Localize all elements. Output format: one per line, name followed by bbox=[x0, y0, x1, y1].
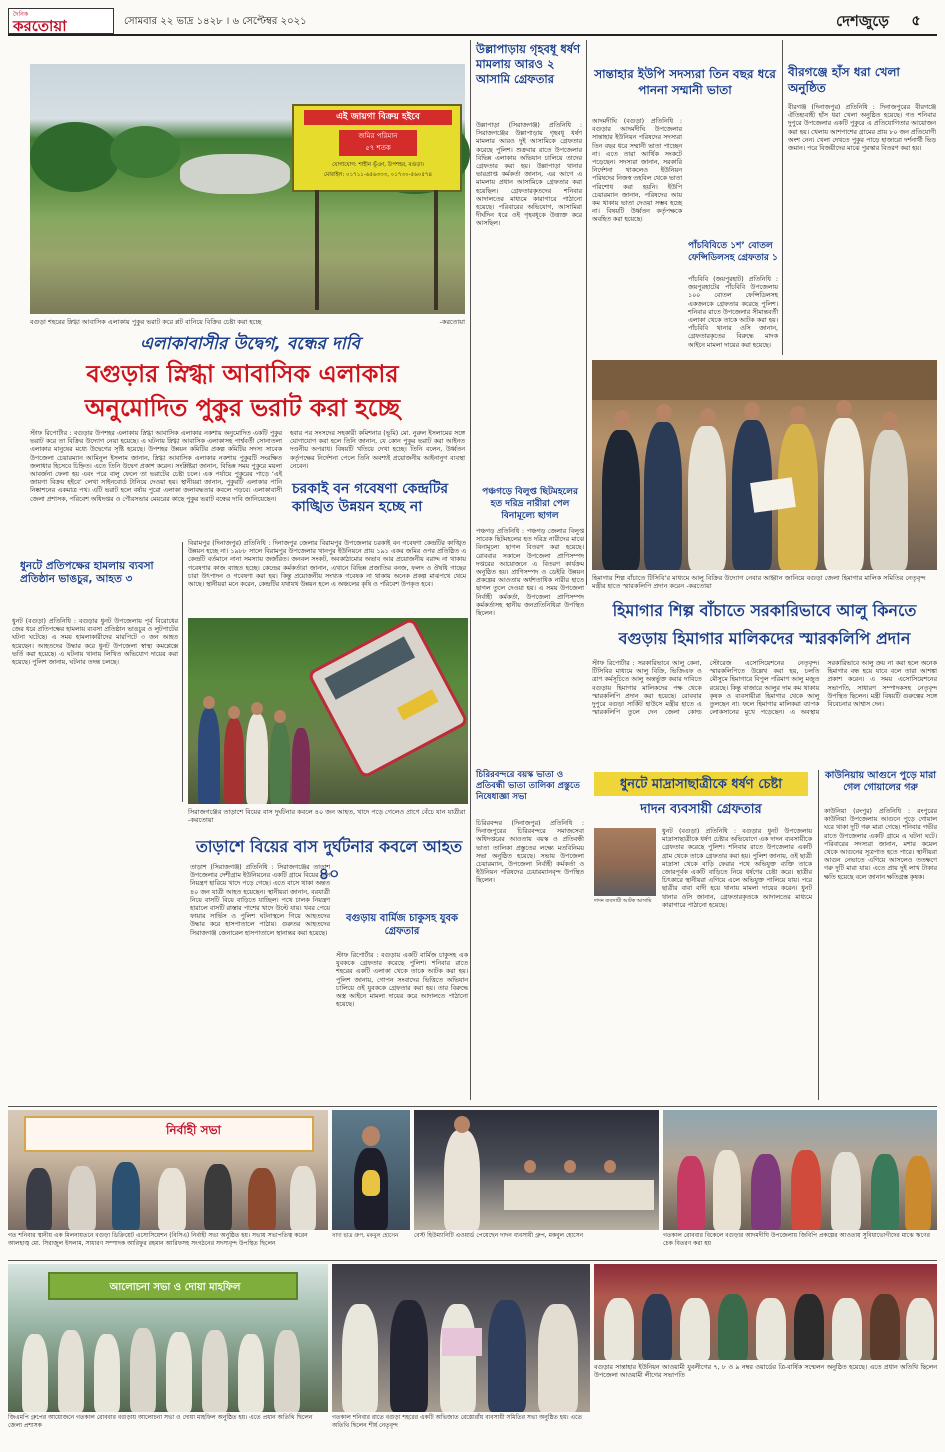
pond-photo-caption: বগুড়া শহরের স্নিগ্ধা আবাসিক এলাকায় পুকুর ভরাট করে প্লট বানিয়ে বিক্রির চেষ্টা করা হচ্ছে bbox=[30, 318, 262, 326]
attendee bbox=[677, 1156, 705, 1230]
sign-contact: যোগাযোগ: শাহীন ভূঁঞা, উপশহর, বগুড়া। bbox=[332, 162, 424, 168]
event-caption-1: গত শনিবার স্থানীয় এক মিলনায়তনে বগুড়া ডিক্রিয়েট এসোসিয়েশন (বিসিএ) নির্বাহী সভা অনুষ্ঠিত হয়। সভায় সভাপতিত্ব করেন আলহাজ্ব মো. সিরাজুল ইসলাম, সাধারণ সম্পাদক আরিফুর রহমান আরিফসহ সংগঠনের সদস্যবৃন্দ উপস্থিত ছিলেন bbox=[8, 1232, 308, 1247]
sign-phone: মোবাইল: ০১৭১১-৬৫৬৩৩৩, ০১৭৩০-৫৬০৫৭৪ bbox=[323, 172, 433, 178]
onlooker-head bbox=[228, 706, 240, 719]
attendee bbox=[202, 1330, 228, 1412]
onlooker bbox=[246, 714, 268, 804]
santahar-headline: সান্তাহার ইউপি সদস্যরা তিন বছর ধরে পাননা সম্মানী ভাতা bbox=[594, 67, 776, 97]
attendee bbox=[204, 1164, 232, 1230]
tree bbox=[110, 126, 180, 178]
sign-area-label: জমির পরিমান bbox=[358, 132, 398, 140]
attendee-head bbox=[656, 404, 672, 421]
attendee-head bbox=[882, 412, 898, 429]
loan-distribution-photo bbox=[663, 1110, 937, 1230]
lead-headline-2: অনুমোদিত পুকুর ভরাট করা হচ্ছে bbox=[84, 394, 401, 422]
pond-photo-credit: -করতোয়া bbox=[439, 318, 465, 326]
column-rule bbox=[818, 770, 819, 1100]
sign-post bbox=[434, 190, 438, 310]
loan-distribution-caption: গতকাল রোববার বিকেলে বগুড়ার আদমদীঘি উপজেলায় জিবিপি প্রকল্পের আওতায় সুবিধাভোগীদের মাঝে ঋণের চেক বিতরণ করা হয় bbox=[663, 1232, 930, 1247]
award-ceremony-caption: বেস্ট হিউম্যানিটি এওয়ার্ড পেয়েছেন দাদন ব্যবসায়ী গ্রুপ, মকবুল হোসেন bbox=[414, 1232, 584, 1239]
tree bbox=[30, 122, 120, 192]
chorkai-headline: চরকাই বন গবেষণা কেন্দ্রটির কাঙ্খিত উন্নয়ন হচ্ছে না bbox=[292, 481, 449, 515]
wood-panel bbox=[592, 360, 937, 400]
lead-body-continued: হবার পর সংসদের সহকারী কমিশনার (ভূমি) মো. নুরুল ইসলামের সঙ্গে যোগাযোগ করা হলে তিনি জানান, যে কোন পুকুর ভরাট করা আইনত দণ্ডনীয় অপরাধ। বিষয়টি খতিয়ে দেখা হচ্ছে। তিনি বলেন, উর্ধ্বতন কর্তৃপক্ষের নির্দেশনা পেলে তিনি অবশ্যই প্রয়োজনীয় আইনানুগ ব্যবস্থা নেবেন। bbox=[290, 430, 465, 470]
attendee bbox=[870, 430, 908, 570]
attendee bbox=[688, 426, 726, 570]
biraganj-headline: বীরগঞ্জে হাঁস ধরা খেলা অনুষ্ঠিত bbox=[788, 65, 900, 95]
guest-head bbox=[604, 1160, 616, 1173]
santahar-body: আদমদীঘি (বগুড়া) প্রতিনিধি : বগুড়ার আদমদীঘি উপজেলার সান্তাহার ইউনিয়ন পরিষদের সদস্যরা তিন বছর ধরে সম্মানী ভাতা পাচ্ছেন না। এতে তারা আর্থিক সংকটে পড়েছেন। সদস্যরা জানান, সরকারি নির্দেশনা থাকলেও ইউনিয়ন পরিষদের নিজস্ব তহবিল থেকে ভাতা পরিশোধ করা হয়নি। ইউপি চেয়ারম্যান জানান, পরিষদের আয় কম থাকায় ভাতা দেওয়া সম্ভব হচ্ছে না। বিষয়টি উর্ধ্বতন কর্তৃপক্ষকে অবহিত করা হয়েছে। bbox=[592, 118, 683, 224]
sign-area-box bbox=[339, 130, 417, 156]
speaker-head bbox=[454, 1116, 470, 1133]
award-ceremony-photo bbox=[414, 1110, 659, 1230]
newspaper-logo bbox=[8, 8, 114, 34]
dhunot-attempt-body: ধুনট (বগুড়া) প্রতিনিধি : বগুড়ার ধুনট উপজেলায় মাদ্রাসাছাত্রীকে ধর্ষণ চেষ্টার অভিযোগে এক দাদন ব্যবসায়ীকে গ্রেফতার করেছে পুলিশ। শনিবার রাতে উপজেলার একটি গ্রাম থেকে তাকে গ্রেফতার করা হয়। পুলিশ জানায়, ওই ছাত্রী মাদ্রাসা থেকে বাড়ি ফেরার পথে অভিযুক্ত ব্যক্তি তাকে জোরপূর্বক একটি বাড়িতে নিয়ে ধর্ষণের চেষ্টা করে। ছাত্রীর চিৎকারে স্থানীয়রা এগিয়ে এলে অভিযুক্ত পালিয়ে যায়। পরে ছাত্রীর বাবা বাদী হয়ে থানায় মামলা দায়ের করেন। ধুনট থানার ওসি জানান, গ্রেফতারকৃতকে আদালতের মাধ্যমে কারাগারে পাঠানো হয়েছে। bbox=[662, 828, 812, 909]
panchagarh-headline: পঞ্চগড়ে বিলুপ্ত ছিটমহলের হত দরিদ্র নারীরা পেল বিনামূল্যে ছাগল bbox=[482, 487, 578, 521]
cold-storage-headline-2: বগুড়ায় হিমাগার মালিকদের স্মারকলিপি প্রদান bbox=[618, 629, 911, 648]
business-meeting-caption: গতকাল শনিবার রাতে বগুড়া শহরের একটি অভিজাত রেস্তোরাঁয় ব্যবসায়ী সমিতির সভা অনুষ্ঠিত হয়। এতে অতিথি ছিলেন শীর্ষ নেতৃবৃন্দ bbox=[332, 1414, 583, 1429]
tarash-body: তাড়াশ (সিরাজগঞ্জ) প্রতিনিধি : সিরাজগঞ্জের তাড়াশ উপজেলার দেশীগ্রাম ইউনিয়নের একটি গ্রামে বিয়ের বাস নিয়ন্ত্রণ হারিয়ে খাদে পড়ে গেছে। এতে বাসে থাকা অন্তত ৪০ জন যাত্রী আহত হয়েছেন। স্থানীয়রা জানান, বরযাত্রী নিয়ে বাসটি বিয়ে বাড়িতে যাচ্ছিল। পথে চালক নিয়ন্ত্রণ হারালে বাসটি রাস্তার পাশের খাদে উল্টে যায়। খবর পেয়ে ফায়ার সার্ভিস ও পুলিশ ঘটনাস্থলে গিয়ে আহতদের উদ্ধার করে হাসপাতালে পাঠায়। গুরুতর আহতদের সিরাজগঞ্জ জেনারেল হাসপাতালে স্থানান্তর করা হয়েছে। bbox=[190, 864, 330, 937]
bogra-arrest-headline: বগুড়ায় বার্মিজ চাকুসহ যুবক গ্রেফতার bbox=[345, 913, 459, 937]
column-rule bbox=[470, 40, 471, 1100]
cold-storage-photo bbox=[592, 360, 937, 570]
dhunot-attempt-subheadline: দাদন ব্যবসায়ী গ্রেফতার bbox=[640, 802, 762, 817]
sign-post bbox=[315, 190, 319, 310]
attendee bbox=[248, 1168, 276, 1230]
award-person-head bbox=[362, 1126, 380, 1146]
ullapara-headline: উল্লাপাড়ায় গৃহবধূ ধর্ষণ মামলায় আরও ২ আসামি গ্রেফতার bbox=[476, 42, 581, 86]
attendee bbox=[440, 1304, 476, 1412]
gift-box bbox=[442, 1328, 482, 1356]
panchagarh-body: পঞ্চগড় প্রতিনিধি : পঞ্চগড় জেলার বিলুপ্ত সাবেক ছিটমহলের হত দরিদ্র নারীদের মাঝে বিনামূল্যে ছাগল বিতরণ করা হয়েছে। রোববার সকালে উপজেলা প্রাণিসম্পদ দপ্তরের আয়োজনে এ বিতরণ কার্যক্রম অনুষ্ঠিত হয়। প্রাণিসম্পদ ও ডেইরি উন্নয়ন প্রকল্পের আওতায় অর্ধশতাধিক নারীর হাতে ছাগল তুলে দেওয়া হয়। এ সময় উপজেলা নির্বাহী কর্মকর্তা, উপজেলা প্রাণিসম্পদ কর্মকর্তাসহ স্থানীয় জনপ্রতিনিধিরা উপস্থিত ছিলেন। bbox=[476, 528, 584, 618]
overturned-bus bbox=[307, 617, 469, 779]
doa-mahfil-banner-title: আলোচনা সভা ও দোয়া মাহফিল bbox=[109, 1282, 241, 1293]
attendee bbox=[791, 1150, 821, 1230]
attendee bbox=[26, 1168, 52, 1230]
award-photo-caption: সাদা ছাত্র গ্রুপ, মকবুল হোসেন bbox=[332, 1233, 399, 1239]
onlooker bbox=[270, 722, 290, 804]
bus-accident-photo bbox=[188, 618, 468, 804]
lead-headline-1: বগুড়ার স্নিগ্ধা আবাসিক এলাকার bbox=[86, 360, 399, 388]
dhunot-attempt-headline: ধুনটে মাদ্রাসাছাত্রীকে ধর্ষণ চেষ্টা bbox=[619, 777, 783, 792]
attendee bbox=[644, 422, 682, 570]
attendee-head bbox=[700, 408, 716, 425]
onlooker-head bbox=[251, 702, 263, 715]
section-title: দেশজুড়ে bbox=[836, 12, 889, 30]
attendee bbox=[831, 1152, 861, 1230]
sale-signboard bbox=[292, 104, 462, 192]
attendee bbox=[604, 1298, 634, 1360]
dhunot-attempt-headline-box bbox=[594, 772, 808, 796]
attendee bbox=[58, 1330, 84, 1412]
attendee bbox=[274, 1330, 300, 1412]
attendee bbox=[488, 1300, 526, 1412]
attendee bbox=[680, 1298, 710, 1360]
event-banner bbox=[24, 1116, 314, 1152]
attendee bbox=[905, 1156, 931, 1230]
debris-mound bbox=[180, 154, 290, 194]
event-photo-nirbahi-sabha bbox=[8, 1110, 328, 1230]
speaker bbox=[444, 1130, 480, 1230]
attendee-head bbox=[614, 410, 630, 427]
attendee bbox=[390, 1300, 428, 1412]
guest-head bbox=[524, 1160, 536, 1173]
cold-storage-caption: হিমাগার শিল্প বাঁচাতে টিসিবি’র মাধ্যমে আলু বিক্রির উদ্যোগ নেবার আহ্বান জানিয়ে বগুড়া জেলা হিমাগার মালিক সমিতির নেতৃবৃন্দ মন্ত্রীর হাতে স্মারকলিপি প্রদান করেন -করতোয়া bbox=[592, 574, 926, 590]
pond-photo bbox=[30, 64, 465, 314]
logo-text: করতোয়া bbox=[13, 17, 67, 35]
business-meeting-photo bbox=[332, 1264, 590, 1412]
attendee bbox=[713, 1150, 741, 1230]
attendee bbox=[832, 1298, 862, 1360]
kaunia-headline: কাউনিয়ায় আগুনে পুড়ে মারা গেল গোয়ালের গরু bbox=[824, 770, 937, 793]
attendee-head bbox=[836, 400, 852, 417]
jubo-league-caption: বগুড়ার সান্তাহার ইউনিয়ন আওয়ামী যুবলীগের ৭, ৮ ও ৯ নম্বর ওয়ার্ডের ত্রি-বার্ষিক সম্মেলন অনুষ্ঠিত হয়েছে। এতে প্রধান অতিথি ছিলেন উপজেলা আওয়ামী লীগের সভাপতি bbox=[594, 1364, 937, 1380]
tarash-headline: তাড়াশে বিয়ের বাস দুর্ঘটনার কবলে আহত ৪০ bbox=[195, 837, 463, 883]
guest-head bbox=[564, 1160, 576, 1173]
attendee bbox=[824, 418, 864, 570]
biraganj-body: বীরগঞ্জ (দিনাজপুর) প্রতিনিধি : দিনাজপুরের বীরগঞ্জে ঐতিহ্যবাহী হাঁস ধরা খেলা অনুষ্ঠিত হয়েছে। গত শনিবার দুপুরে উপজেলার একটি পুকুরে এ প্রতিযোগিতার আয়োজন করা হয়। খেলায় আশপাশের গ্রামের প্রায় ৮০ জন প্রতিযোগী অংশ নেন। খেলা দেখতে পুকুর পাড়ে হাজারো দর্শনার্থী ভিড় জমান। পরে বিজয়ীদের মাঝে পুরস্কার বিতরণ করা হয়। bbox=[788, 104, 936, 153]
doa-mahfil-photo bbox=[8, 1264, 328, 1412]
onlooker bbox=[198, 708, 220, 804]
attendee bbox=[238, 1334, 264, 1412]
jubo-league-photo bbox=[594, 1264, 937, 1360]
sign-title: এই জায়গা বিক্রয় হইবে bbox=[304, 110, 452, 125]
attendee bbox=[538, 1304, 578, 1412]
attendee bbox=[642, 1294, 672, 1360]
attendee bbox=[756, 1298, 786, 1360]
attendee bbox=[870, 1294, 900, 1360]
column-rule bbox=[782, 40, 783, 355]
bus-accident-caption: সিরাজগঞ্জের তাড়াশে বিয়ের বাস দুর্ঘটনার কবলে ৪০ জন আহত, খাদে পড়ে গেলেও প্রাণে বেঁচে যান যাত্রীরা -করতোয়া bbox=[188, 808, 466, 824]
chirirbandar-body: চিরিরবন্দর (দিনাজপুর) প্রতিনিধি : দিনাজপুরের চিরিরবন্দরে সমাজসেবা অধিদপ্তরের আওতায় বয়স্ক ও প্রতিবন্ধী ভাতা তালিকা প্রস্তুতের লক্ষ্যে মতবিনিময় সভা অনুষ্ঠিত হয়েছে। সভায় উপজেলা চেয়ারম্যান, উপজেলা নির্বাহী কর্মকর্তা ও ইউনিয়ন পরিষদের চেয়ারম্যানবৃন্দ উপস্থিত ছিলেন। bbox=[476, 820, 584, 885]
accused-portrait-caption: দাদন ব্যবসায়ী আটক আসামি bbox=[594, 898, 652, 904]
accused-portrait bbox=[594, 828, 656, 896]
attendee bbox=[290, 1166, 316, 1230]
phensidyl-body: পাঁচবিবি (জয়পুরহাট) প্রতিনিধি : জয়পুরহাটের পাঁচবিবি উপজেলায় ১০০ বোতল ফেন্সিডিলসহ একজনকে গ্রেফতার করেছে পুলিশ। শনিবার রাতে উপজেলার সীমান্তবর্তী এলাকা থেকে তাকে আটক করা হয়। পাঁচবিবি থানার ওসি জানান, গ্রেফতারকৃতের বিরুদ্ধে মাদক আইনে মামলা দায়ের করা হয়েছে। bbox=[688, 276, 778, 349]
event-banner-title: নির্বাহী সভা bbox=[166, 1123, 222, 1137]
chirirbandar-headline: চিরিরবন্দরে বয়স্ক ভাতা ও প্রতিবন্ধী ভাতা তালিকা প্রস্তুতে নিষেধাজ্ঞা সভা bbox=[476, 770, 580, 802]
attendee bbox=[906, 1298, 934, 1360]
onlooker-head bbox=[203, 696, 215, 709]
dateline: সোমবার ২২ ভাদ্র ১৪২৮ । ৬ সেপ্টেম্বর ২০২১ bbox=[124, 16, 307, 27]
row-rule bbox=[8, 1106, 937, 1107]
attendee bbox=[751, 1154, 781, 1230]
award-photo bbox=[332, 1110, 410, 1230]
chorkai-body: বিরামপুর (দিনাজপুর) প্রতিনিধি : দিনাজপুর জেলার বিরামপুর উপজেলার চরকাই বন গবেষণা কেন্দ্রটির কাঙ্খিত উন্নয়ন হচ্ছে না। ১৯৮৮ সালে বিরামপুর উপজেলার খানপুর ইউনিয়নে প্রায় ১৯১ একর জমির ওপর প্রতিষ্ঠিত এ কেন্দ্রটি বর্তমানে নানা সমস্যায় জর্জরিত। জনবল সংকট, অবকাঠামোর অভাব আর প্রয়োজনীয় বরাদ্দ না থাকায় গবেষণার কাজ ব্যাহত হচ্ছে। কেন্দ্রের কর্মকর্তারা জানান, এখানে বিভিন্ন প্রজাতির বনজ, ফলদ ও ঔষধি গাছের চারা উৎপাদন ও গবেষণা করা হয়। কিন্তু প্রয়োজনীয় সংখ্যক গবেষক না থাকায় অনেক প্রকল্প মাঝপথে থেমে আছে। স্থানীয়রা মনে করেন, কেন্দ্রটির যথাযথ উন্নয়ন হলে এ অঞ্চলের কৃষি ও পরিবেশ উপকৃত হবে। bbox=[188, 540, 466, 589]
lead-body: স্টাফ রিপোর্টার : বগুড়ার উপশহর এলাকায় স্নিগ্ধা আবাসিক এলাকার নকশায় অনুমোদিত একটি পুকুর ভরাট করে তা বিক্রির উদ্যোগ নেয়া হয়েছে। এ ঘটনায় স্নিগ্ধা আবাসিক এলাকাসহ পার্শ্ববর্তী সোনাতলা এলাকার মানুষের মধ্যে উদ্বেগের সৃষ্টি হয়েছে। উপশহর উন্নয়ন কমিটির প্রকল্প কমিটির সদস্য সাবেক উপজেলা চেয়ারম্যান আমিনুল ইসলাম জানান, স্নিগ্ধা আবাসিক এলাকার নকশায় পুকুরটি সংরক্ষিত জলাধার হিসেবে চিহ্নিত। এতে তিনি উদ্বেগ প্রকাশ করেন। সংশ্লিষ্টরা জানান, বিভিন্ন সময় পুকুরে ময়লা আবর্জনা ফেলা হয় এবং পরে বালু ফেলে তা ভরাটের চেষ্টা চলে। এক পর্যায়ে পুকুরের পাড়ে ‘এই জায়গা বিক্রয় হইবে’ লেখা সাইনবোর্ড টানিয়ে দেওয়া হয়। স্থানীয়রা জানান, পুকুরটি এলাকার পানি নিষ্কাশনের একমাত্র পথ। এটি ভরাট হলে বর্ষায় পুরো এলাকা জলাবদ্ধতার কবলে পড়বে। এলাকাবাসী জেলা প্রশাসক, পরিবেশ অধিদপ্তর ও পৌরসভার মেয়রের কাছে পুকুর ভরাট বন্ধের দাবি জানিয়েছেন। bbox=[30, 430, 282, 503]
masthead bbox=[8, 6, 937, 36]
attendee-head bbox=[790, 406, 806, 423]
attendee bbox=[112, 1162, 140, 1230]
doa-mahfil-banner bbox=[48, 1272, 298, 1300]
dhunot-attack-headline: ধুনটে প্রতিপক্ষের হামলায় ব্যবসা প্রতিষ্ঠান ভাঙচুর, আহত ৩ bbox=[20, 560, 154, 585]
onlooker bbox=[292, 728, 310, 804]
logo-prefix: দৈনিক bbox=[13, 11, 29, 18]
kaunia-body: কাউনিয়া (রংপুর) প্রতিনিধি : রংপুরের কাউনিয়া উপজেলায় আগুনে পুড়ে গোয়াল ঘরে থাকা দুটি গরু মারা গেছে। শনিবার গভীর রাতে উপজেলার একটি গ্রামে এ ঘটনা ঘটে। পরিবারের সদস্যরা জানান, মশার কয়েল থেকে আগুনের সূত্রপাত হতে পারে। স্থানীয়রা আগুন নেভাতে এগিয়ে আসলেও ততক্ষণে গরু দুটি মারা যায়। এতে প্রায় দুই লাখ টাকার ক্ষতি হয়েছে বলে জানান ক্ষতিগ্রস্ত কৃষক। bbox=[824, 808, 937, 881]
doa-mahfil-caption: জিএমপি গ্রুপের আয়োজনে গতকাল রোববার বগুড়ায় আলোচনা সভা ও দোয়া মাহফিল অনুষ্ঠিত হয়। এতে প্রধান অতিথি ছিলেন জেলা প্রশাসক bbox=[8, 1414, 313, 1429]
lead-kicker: এলাকাবাসীর উদ্বেগ, বন্ধের দাবি bbox=[139, 334, 360, 354]
cold-storage-headline-1: হিমাগার শিল্প বাঁচাতে সরকারিভাবে আলু কিনতে bbox=[612, 601, 917, 620]
attendee bbox=[94, 1334, 120, 1412]
sign-area-value: ৫৭ শতক bbox=[365, 144, 391, 152]
attendee bbox=[158, 1168, 186, 1230]
attendee bbox=[130, 1328, 156, 1412]
dhunot-attack-body: ধুনট (বগুড়া) প্রতিনিধি : বগুড়ার ধুনট উপজেলায় পূর্ব বিরোধের জের ধরে প্রতিপক্ষের হামলায় ব্যবসা প্রতিষ্ঠান ভাঙচুর ও লুটপাটের ঘটনা ঘটেছে। এ সময় হামলাকারীদের মারপিটে ৩ জন আহত হয়েছেন। আহতদের উদ্ধার করে ধুনট উপজেলা স্বাস্থ্য কমপ্লেক্সে ভর্তি করা হয়েছে। এ ঘটনায় থানায় লিখিত অভিযোগ দায়ের করা হয়েছে। পুলিশ জানায়, ঘটনার তদন্ত চলছে। bbox=[12, 618, 178, 667]
cold-storage-body: স্টাফ রিপোর্টার : সরকারিভাবে আলু কেনা, টিসিবির মাধ্যমে আলু বিক্রি, ভিজিএফ ও ত্রাণ কর্মসূচিতে আলু অন্তর্ভুক্ত করার দাবিতে বগুড়ায় হিমাগার মালিকদের পক্ষ থেকে স্মারকলিপি প্রদান করা হয়েছে। রোববার দুপুরে বগুড়া সার্কিট হাউসে মন্ত্রীর হাতে এ স্মারকলিপি তুলে দেন জেলা কোল্ড স্টোরেজ এসোসিয়েশনের নেতৃবৃন্দ। স্মারকলিপিতে উল্লেখ করা হয়, চলতি মৌসুমে হিমাগারে বিপুল পরিমাণ আলু মজুত রয়েছে। কিন্তু বাজারে আলুর দাম কম থাকায় কৃষক ও ব্যবসায়ীরা হিমাগার থেকে আলু তুলছেন না। ফলে হিমাগার মালিকরা ব্যাপক লোকসানের মুখে পড়েছেন। এ অবস্থায় সরকারিভাবে আলু ক্রয় না করা হলে অনেক হিমাগার বন্ধ হয়ে যাবে বলে তারা আশঙ্কা প্রকাশ করেন। এ সময় এসোসিয়েশনের সভাপতি, সাধারণ সম্পাদকসহ নেতৃবৃন্দ উপস্থিত ছিলেন। মন্ত্রী বিষয়টি গুরুত্বের সঙ্গে বিবেচনার আশ্বাস দেন। bbox=[592, 660, 937, 717]
attendee bbox=[22, 1334, 48, 1412]
attendee bbox=[602, 430, 640, 570]
bus-windows bbox=[324, 636, 415, 699]
attendee bbox=[794, 1294, 824, 1360]
column-rule bbox=[586, 40, 587, 585]
head-table bbox=[504, 1180, 654, 1210]
memorandum-paper bbox=[750, 477, 796, 513]
attendee bbox=[68, 1166, 96, 1230]
bogra-arrest-body: স্টাফ রিপোর্টার : বগুড়ায় একটি বার্মিজ চাকুসহ এক যুবককে গ্রেফতার করেছে পুলিশ। শনিবার রাতে শহরের একটি এলাকা থেকে তাকে আটক করা হয়। পুলিশ জানায়, গোপন সংবাদের ভিত্তিতে অভিযান চালিয়ে ওই যুবককে গ্রেফতার করা হয়। তার বিরুদ্ধে অস্ত্র আইনে মামলা দায়ের করে আদালতে পাঠানো হয়েছে। bbox=[336, 952, 468, 1009]
bus-stripe bbox=[397, 689, 439, 720]
onlooker-head bbox=[274, 710, 286, 723]
attendee bbox=[166, 1332, 192, 1412]
row-rule bbox=[8, 1260, 937, 1261]
page-number: ৫ bbox=[911, 13, 921, 29]
attendee bbox=[342, 1304, 378, 1412]
phensidyl-headline: পাঁচবিবিতে ১শ’ বোতল ফেন্সিডিলসহ গ্রেফতার ১ bbox=[688, 241, 778, 263]
ullapara-body: উল্লাপাড়া (সিরাজগঞ্জ) প্রতিনিধি : সিরাজগঞ্জের উল্লাপাড়ায় গৃহবধূ ধর্ষণ মামলার আরও দুই আসামিকে গ্রেফতার করেছে পুলিশ। শুক্রবার রাতে উপজেলার বিভিন্ন এলাকায় অভিযান চালিয়ে তাদের গ্রেফতার করা হয়। উল্লাপাড়া থানার ভারপ্রাপ্ত কর্মকর্তা জানান, এর আগে এ মামলায় প্রধান আসামিকে গ্রেফতার করা হয়েছিল। গ্রেফতারকৃতদের শনিবার আদালতের মাধ্যমে কারাগারে পাঠানো হয়েছে। পরিবারের অভিযোগ, আসামিরা দীর্ঘদিন ধরে ওই গৃহবধূকে উত্ত্যক্ত করে আসছিল। bbox=[476, 122, 582, 228]
onlooker bbox=[224, 718, 244, 804]
attendee-head bbox=[744, 402, 760, 419]
attendee bbox=[718, 1294, 748, 1360]
attendee bbox=[871, 1154, 899, 1230]
award-trophy bbox=[362, 1170, 380, 1196]
